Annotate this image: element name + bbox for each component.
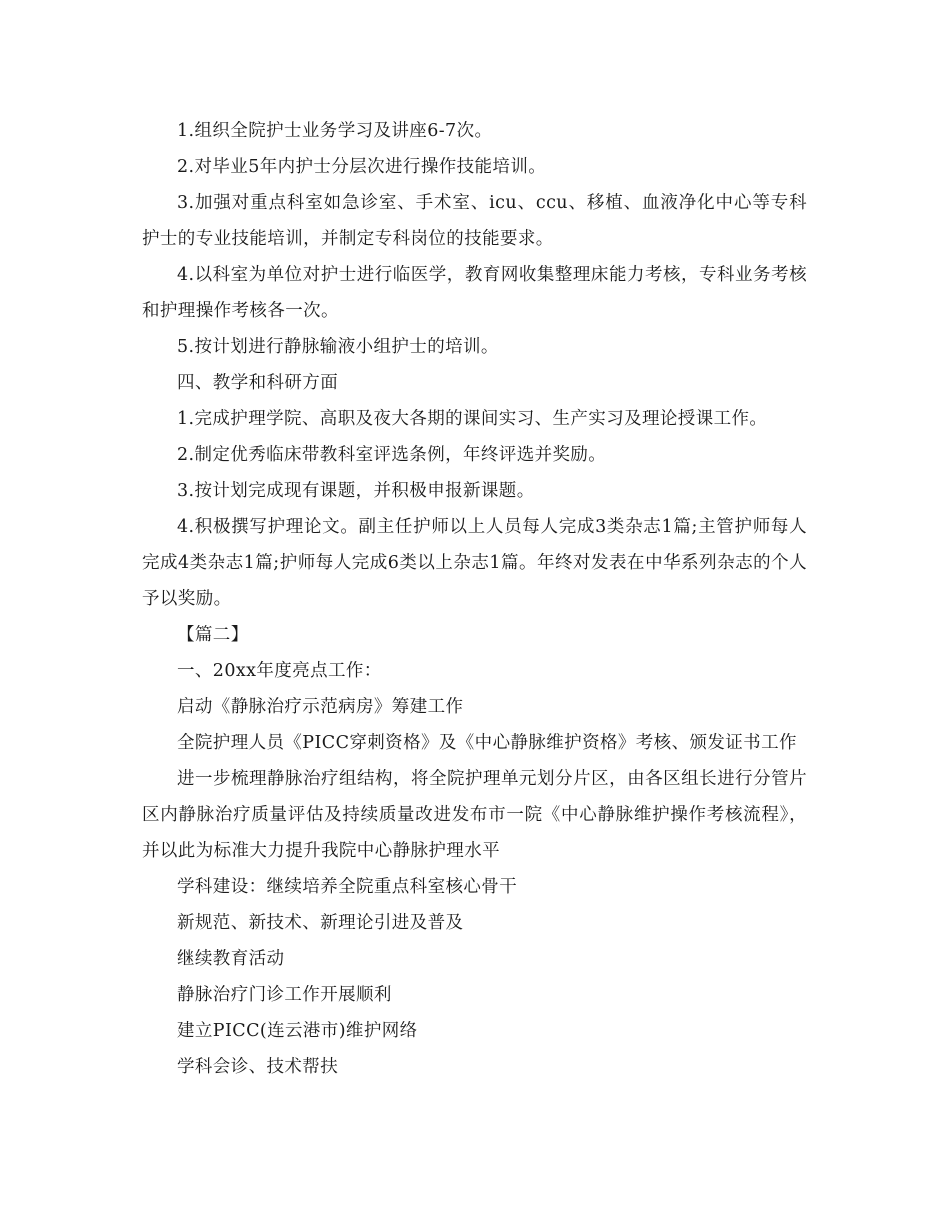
paragraph-13: 学科建设：继续培养全院重点科室核心骨干	[177, 877, 518, 897]
section-heading-teaching-research: 四、教学和科研方面	[177, 373, 339, 393]
paragraph-17: 建立PICC(连云港市)维护网络	[177, 1021, 418, 1041]
document-body	[142, 113, 807, 1085]
paragraph-4: 4.以科室为单位对护士进行临医学，教育网收集整理床能力考核，专科业务考核和护理操作考核各一次。	[142, 265, 807, 321]
paragraph-11: 全院护理人员《PICC穿刺资格》及《中心静脉维护资格》考核、颁发证书工作	[177, 733, 797, 753]
paragraph-5: 5.按计划进行静脉输液小组护士的培训。	[177, 337, 499, 357]
section-heading-part-two: 【篇二】	[177, 625, 249, 645]
paragraph-15: 继续教育活动	[177, 949, 285, 969]
paragraph-18: 学科会诊、技术帮扶	[177, 1057, 339, 1077]
paragraph-14: 新规范、新技术、新理论引进及普及	[177, 913, 464, 933]
paragraph-10: 启动《静脉治疗示范病房》筹建工作	[177, 697, 464, 717]
paragraph-9: 4.积极撰写护理论文。副主任护师以上人员每人完成3类杂志1篇;主管护师每人完成4类杂志1篇;护师每人完成6类以上杂志1篇。年终对发表在中华系列杂志的个人予以奖励。	[142, 517, 807, 609]
section-heading-highlights: 一、20xx年度亮点工作：	[177, 661, 382, 681]
paragraph-12: 进一步梳理静脉治疗组结构，将全院护理单元划分片区，由各区组长进行分管片区内静脉治疗质量评估及持续质量改进发布市一院《中心静脉维护操作考核流程》，并以此为标准大力提升我院中心静脉护理水平	[142, 769, 807, 861]
paragraph-8: 3.按计划完成现有课题，并积极申报新课题。	[177, 481, 535, 501]
paragraph-7: 2.制定优秀临床带教科室评选条例，年终评选并奖励。	[177, 445, 607, 465]
paragraph-2: 2.对毕业5年内护士分层次进行操作技能培训。	[177, 157, 547, 177]
paragraph-1: 1.组织全院护士业务学习及讲座6-7次。	[177, 121, 493, 141]
paragraph-6: 1.完成护理学院、高职及夜大各期的课间实习、生产实习及理论授课工作。	[177, 409, 768, 429]
paragraph-16: 静脉治疗门诊工作开展顺利	[177, 985, 392, 1005]
paragraph-3: 3.加强对重点科室如急诊室、手术室、icu、ccu、移植、血液净化中心等专科护士的专业技能培训，并制定专科岗位的技能要求。	[142, 193, 807, 249]
